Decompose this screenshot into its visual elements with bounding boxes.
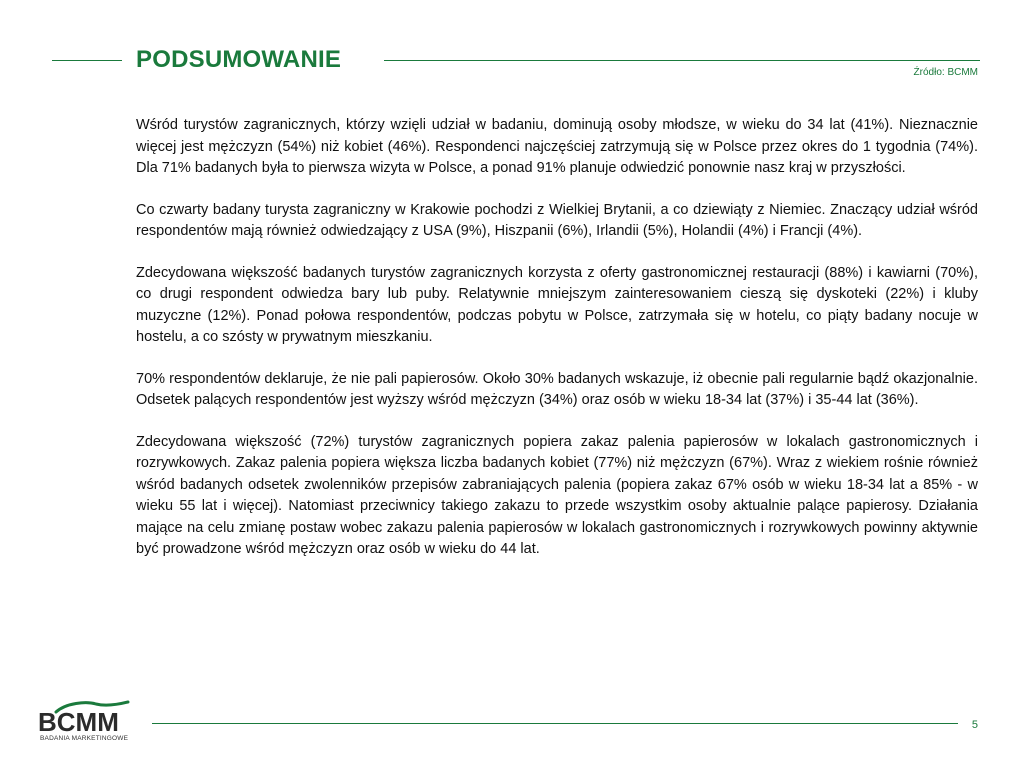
top-rule-left [52, 60, 122, 61]
summary-paragraph-origin: Co czwarty badany turysta zagraniczny w Krakowie pochodzi z Wielkiej Brytanii, a co dziewiąty z Niemiec. Znaczący udział wśród respondentów mają również odwiedzający z USA (9%), Hiszpanii (6%), Irlandii (5%), Holandii (4%) i Francji (4%). [136, 201, 978, 239]
summary-paragraph-smoking: 70% respondentów deklaruje, że nie pali papierosów. Około 30% badanych wskazuje, iż obecnie pali regularnie bądź okazjonalnie. Odsetek palących respondentów jest wyższy wśród mężczyzn (34%) oraz osób w wieku 18-34 lat (37%) i 35-44 lat (36%). [136, 370, 978, 408]
summary-paragraph-smoking-ban: Zdecydowana większość (72%) turystów zagranicznych popiera zakaz palenia papierosów w lokalach gastronomicznych i rozrywkowych. Zakaz palenia popiera większa liczba badanych kobiet (77%) niż mężczyzn (67%). Wraz z wiekiem rośnie również wśród badanych odsetek zwolenników przepisów zabraniających palenia (popiera zakaz 67% osób w wieku 18-34 lat a 85% - w wieku 55 lat i więcej). Natomiast przeciwnicy takiego zakazu to przede wszystkim osoby aktualnie palące papierosy. Działania mające na celu zmianę postaw wobec zakazu palenia papierosów w lokalach gastronomicznych i rozrywkowych powinny aktywnie być prowadzone wśród mężczyzn oraz osób w wieku do 44 lat. [136, 433, 978, 557]
source-note: Źródło: BCMM [913, 67, 978, 78]
footer-rule [152, 723, 958, 724]
summary-content [136, 115, 978, 581]
bcmm-logo-mark [36, 700, 136, 736]
top-rule-right [384, 60, 980, 61]
logo-subtitle: BADANIA MARKETINGOWE [40, 735, 129, 742]
logo-wordmark: BCMM [38, 707, 119, 736]
page-number: 5 [971, 719, 978, 731]
summary-paragraph-gastronomy: Zdecydowana większość badanych turystów zagranicznych korzysta z oferty gastronomicznej restauracji (88%) i kawiarni (70%), co drugi respondent odwiedza bary lub puby. Relatywnie mniejszym zainteresowaniem cieszą się dyskoteki (22%) i kluby muzyczne (12%). Ponad połowa respondentów, podczas pobytu w Polsce, zatrzymała się w hotelu, co piąty badany nocuje w hostelu, a co szósty w prywatnym mieszkaniu. [136, 264, 978, 345]
page-title: PODSUMOWANIE [136, 46, 342, 73]
summary-paragraph-demographics: Wśród turystów zagranicznych, którzy wzięli udział w badaniu, dominują osoby młodsze, w wieku do 34 lat (41%). Nieznacznie więcej jest mężczyzn (54%) niż kobiet (46%). Respondenci najczęściej zatrzymują się w Polsce przez okres do 1 tygodnia (74%). Dla 71% badanych była to pierwsza wizyta w Polsce, a ponad 91% planuje odwiedzić ponownie nasz kraj w przyszłości. [136, 117, 978, 176]
bcmm-logo [36, 700, 136, 746]
